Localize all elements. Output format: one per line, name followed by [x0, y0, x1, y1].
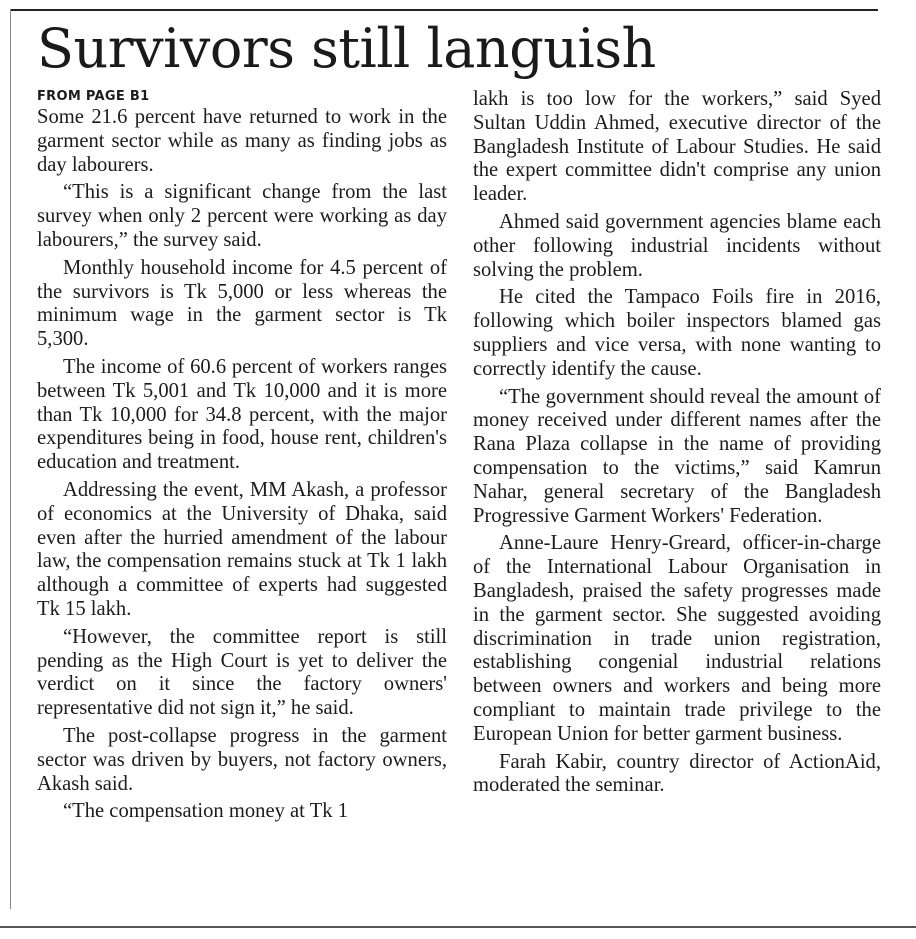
- paragraph: Monthly household income for 4.5 percent of the survivors is Tk 5,000 or less whereas the minimum wage in the garment sector is Tk 5,300.: [37, 256, 447, 351]
- paragraph: “The government should reveal the amount of money received under different names after the Rana Plaza collapse in the name of providing compensation to the victims,” said Kamrun Nahar, general secretary of the Bangladesh Progressive Garment Workers' Federation.: [473, 385, 881, 527]
- jump-line: FROM PAGE B1: [37, 89, 150, 104]
- paragraph: He cited the Tampaco Foils fire in 2016, following which boiler inspectors blamed gas suppliers and vice versa, with none wanting to correctly identify the cause.: [473, 286, 881, 380]
- article-column-left: [37, 88, 447, 828]
- left-column-rule: [10, 9, 11, 909]
- paragraph: lakh is too low for the workers,” said Syed Sultan Uddin Ahmed, executive director of the Bangladesh Institute of Labour Studies. He said the expert committee didn't comprise any union leader.: [473, 88, 881, 206]
- paragraph: “This is a significant change from the last survey when only 2 percent were working as day labourers,” the survey said.: [37, 181, 447, 251]
- paragraph: “However, the committee report is still pending as the High Court is yet to deliver the verdict on it since the factory owners' representative did not sign it,” he said.: [37, 625, 447, 720]
- paragraph: Addressing the event, MM Akash, a professor of economics at the University of Dhaka, said even after the hurried amendment of the labour law, the compensation remains stuck at Tk 1 lakh although a committee of experts had suggested Tk 15 lakh.: [37, 478, 447, 620]
- paragraph: Some 21.6 percent have returned to work in the garment sector while as many as finding jobs as day labourers.: [37, 106, 447, 176]
- article-column-right: [473, 88, 881, 802]
- paragraph: Anne-Laure Henry-Greard, officer-in-charge of the International Labour Organisation in Bangladesh, praised the safety progresses made in the garment sector. She suggested avoiding discrimination in trade union registration, establishing congenial industrial relations between owners and workers and being more compliant to maintain trade privilege to the European Union for better garment business.: [473, 532, 881, 745]
- paragraph: Farah Kabir, country director of ActionAid, moderated the seminar.: [473, 750, 881, 797]
- paragraph: “The compensation money at Tk 1: [63, 800, 348, 823]
- paragraph: The income of 60.6 percent of workers ranges between Tk 5,001 and Tk 10,000 and it is more than Tk 10,000 for 34.8 percent, with the major expenditures being in food, house rent, children's education and treatment.: [37, 355, 447, 474]
- top-rule: [10, 9, 878, 11]
- paragraph: Ahmed said government agencies blame each other following industrial incidents without solving the problem.: [473, 210, 881, 281]
- bottom-rule: [0, 926, 916, 928]
- paragraph: The post-collapse progress in the garment sector was driven by buyers, not factory owners, Akash said.: [37, 724, 447, 795]
- article-headline: Survivors still languish: [37, 17, 656, 80]
